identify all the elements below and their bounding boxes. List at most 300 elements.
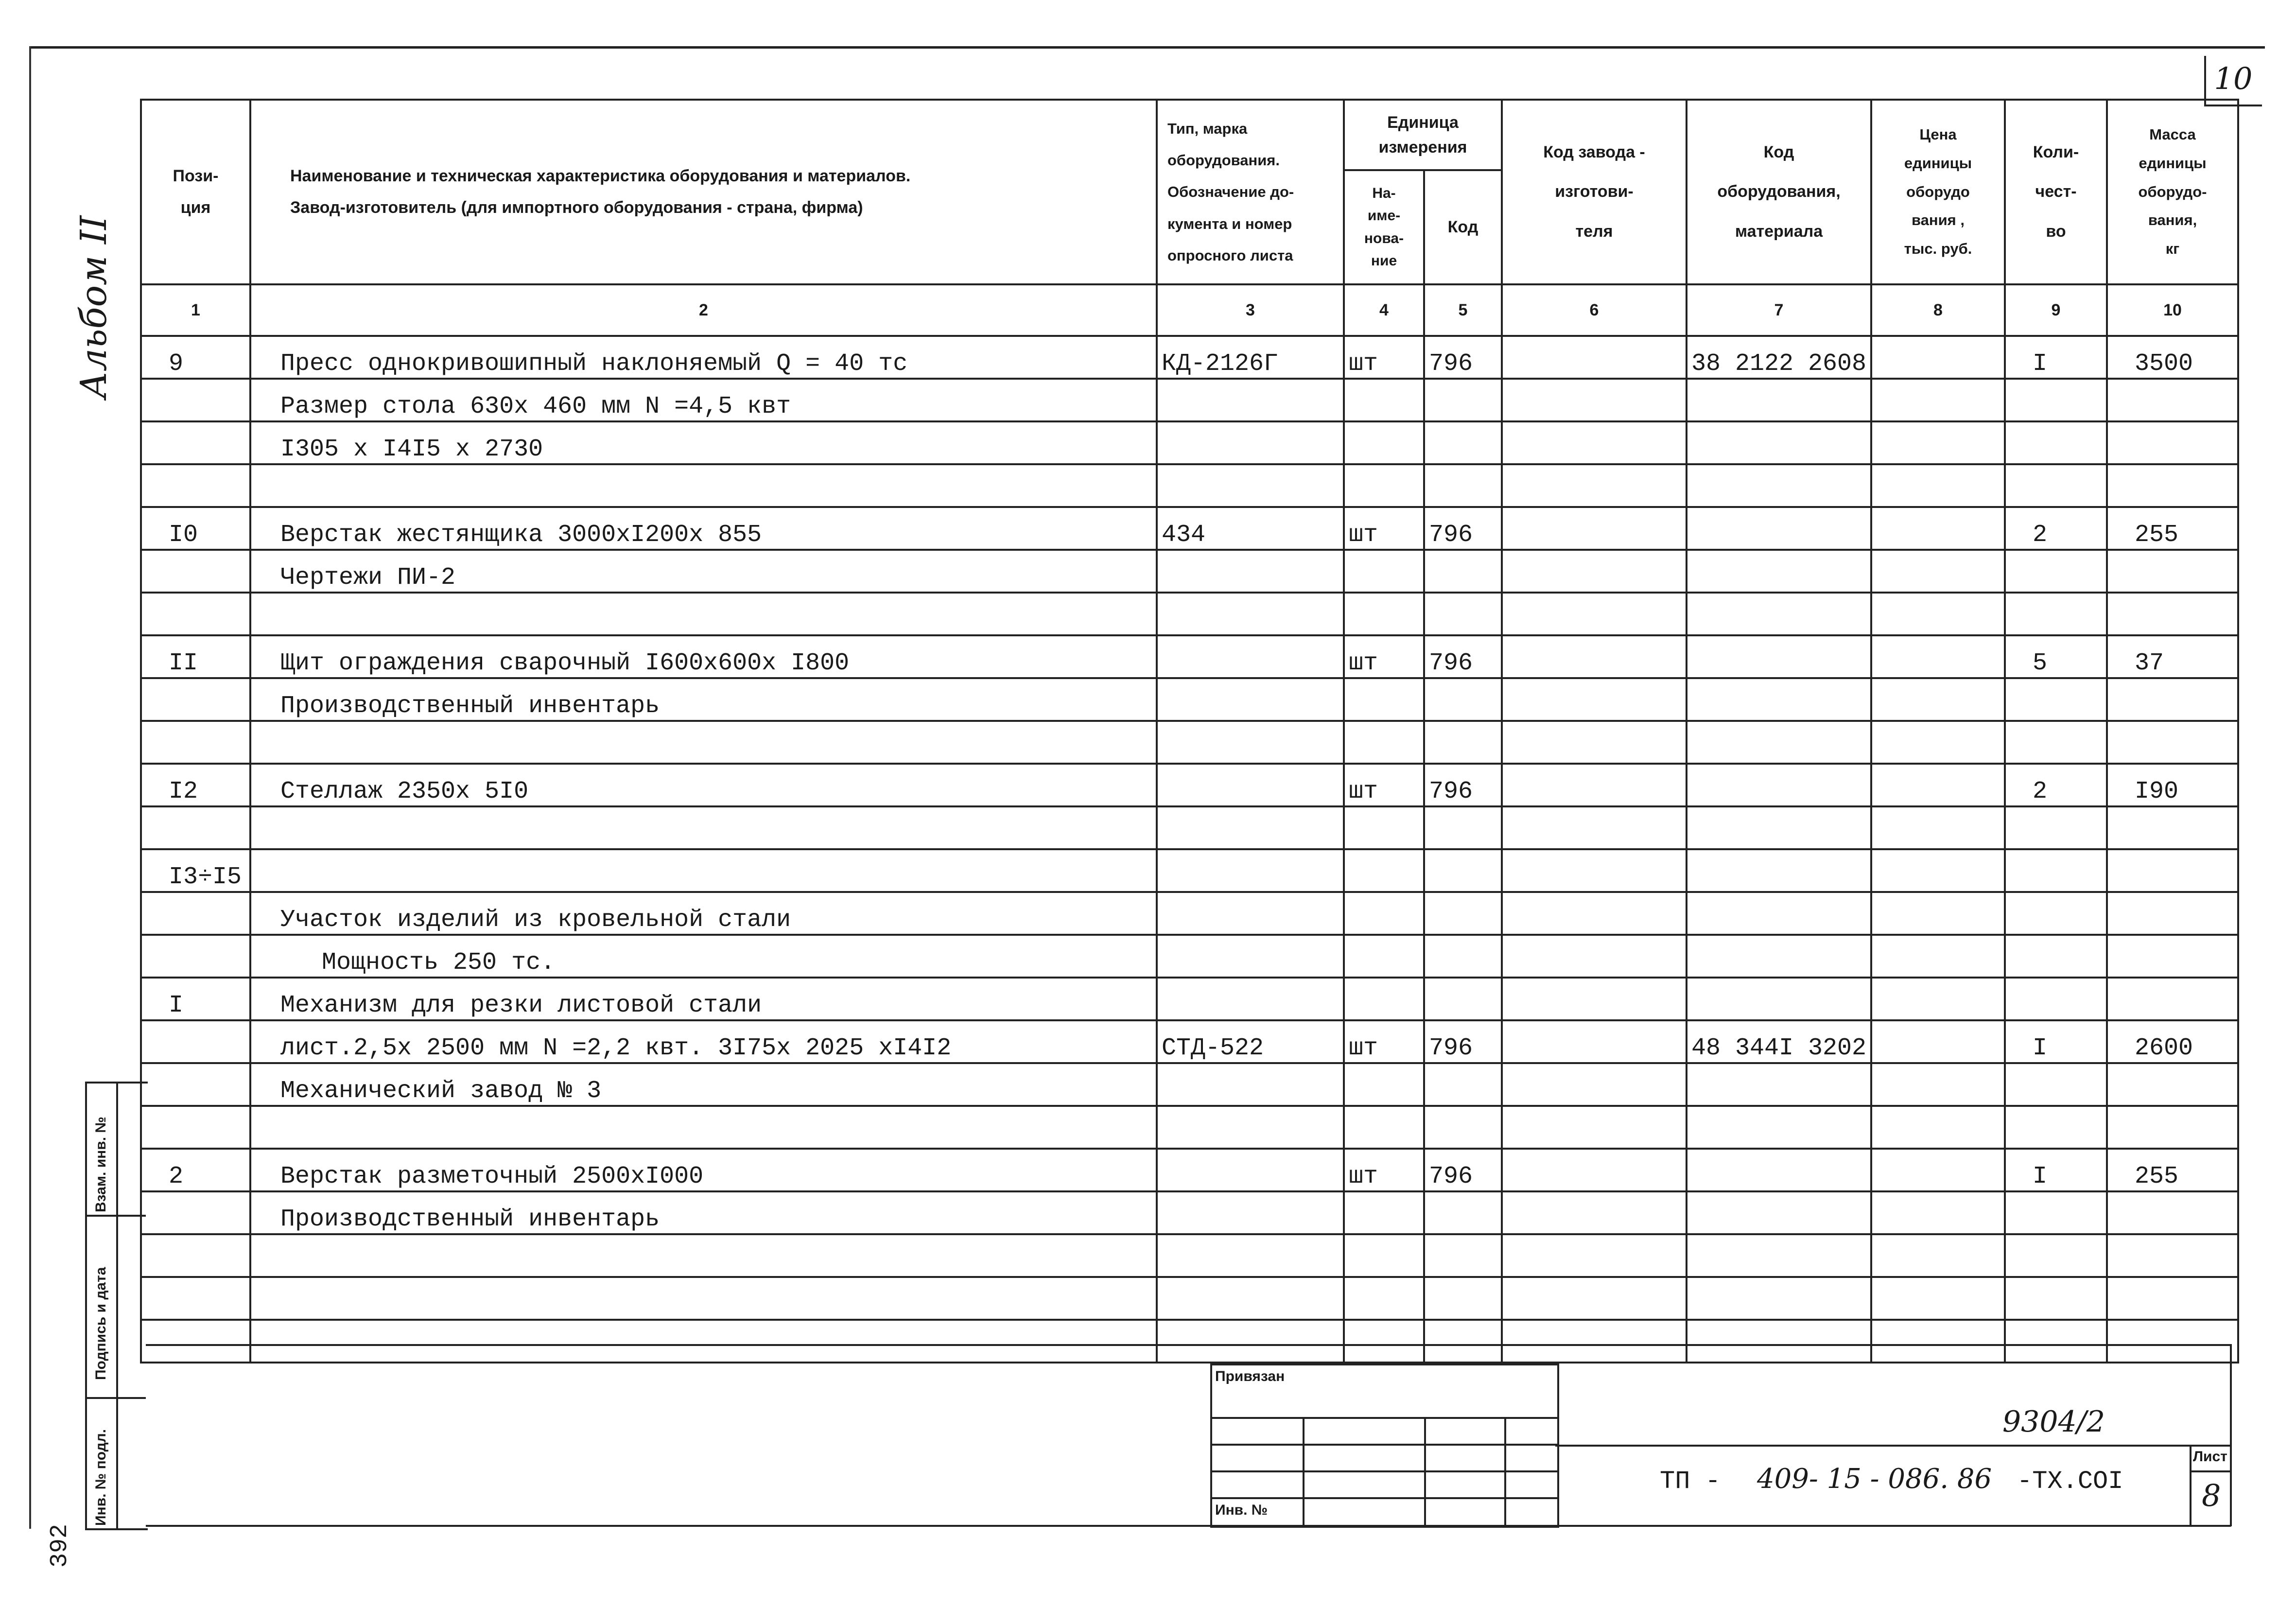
row-position xyxy=(141,1106,250,1149)
row-position: I xyxy=(141,978,250,1020)
row-unit xyxy=(1344,1106,1424,1149)
row-mass xyxy=(2107,892,2238,935)
row-mass: I90 xyxy=(2107,764,2238,806)
row-equipment-code xyxy=(1687,1149,1871,1191)
row-mass xyxy=(2107,1277,2238,1320)
table-row xyxy=(141,1106,2238,1149)
row-position xyxy=(141,678,250,721)
row-position xyxy=(141,1277,250,1320)
row-mass xyxy=(2107,1106,2238,1149)
row-quantity xyxy=(2005,1277,2107,1320)
row-price xyxy=(1871,678,2005,721)
row-quantity xyxy=(2005,421,2107,464)
frame-top-border xyxy=(29,46,2265,49)
row-unit xyxy=(1344,806,1424,849)
row-equipment-code xyxy=(1687,849,1871,892)
row-factory-code xyxy=(1502,421,1687,464)
row-equipment-code xyxy=(1687,935,1871,978)
row-unit xyxy=(1344,1234,1424,1277)
row-mass xyxy=(2107,379,2238,421)
frame-left-border xyxy=(29,46,31,1529)
row-equipment-code xyxy=(1687,593,1871,635)
row-unit: шт xyxy=(1344,1149,1424,1191)
header-equipment-code: Код оборудования, материала xyxy=(1687,100,1871,284)
row-name: Производственный инвентарь xyxy=(250,1191,1157,1234)
row-name xyxy=(250,806,1157,849)
row-equipment-code xyxy=(1687,550,1871,593)
row-name xyxy=(250,464,1157,507)
handwritten-project-number: 9304/2 xyxy=(2002,1405,2105,1439)
table-row xyxy=(141,464,2238,507)
row-position: I0 xyxy=(141,507,250,550)
row-unit xyxy=(1344,1063,1424,1106)
row-quantity xyxy=(2005,464,2107,507)
table-row xyxy=(141,550,2238,593)
row-equipment-code xyxy=(1687,764,1871,806)
row-price xyxy=(1871,379,2005,421)
col-index: 10 xyxy=(2107,284,2238,336)
row-equipment-code xyxy=(1687,1063,1871,1106)
col-index: 6 xyxy=(1502,284,1687,336)
equipment-spec-table xyxy=(140,99,2239,1363)
row-name: Механизм для резки листовой стали xyxy=(250,978,1157,1020)
row-type xyxy=(1157,421,1344,464)
row-position xyxy=(141,379,250,421)
row-mass xyxy=(2107,1063,2238,1106)
row-quantity xyxy=(2005,1234,2107,1277)
row-position xyxy=(141,721,250,764)
row-quantity xyxy=(2005,849,2107,892)
table-row xyxy=(141,764,2238,806)
row-unit-code xyxy=(1424,935,1502,978)
row-factory-code xyxy=(1502,507,1687,550)
row-quantity xyxy=(2005,721,2107,764)
table-row xyxy=(141,806,2238,849)
col-index: 8 xyxy=(1871,284,2005,336)
row-unit: шт xyxy=(1344,507,1424,550)
row-factory-code xyxy=(1502,892,1687,935)
row-type xyxy=(1157,550,1344,593)
row-price xyxy=(1871,1020,2005,1063)
header-quantity: Коли- чест- во xyxy=(2005,100,2107,284)
col-index: 3 xyxy=(1157,284,1344,336)
row-factory-code xyxy=(1502,978,1687,1020)
row-type: СТД-522 xyxy=(1157,1020,1344,1063)
row-price xyxy=(1871,1149,2005,1191)
row-name xyxy=(250,721,1157,764)
row-equipment-code xyxy=(1687,892,1871,935)
row-unit-code xyxy=(1424,721,1502,764)
row-position xyxy=(141,1191,250,1234)
row-mass xyxy=(2107,978,2238,1020)
corner-page-number: 10 xyxy=(2214,61,2253,96)
row-equipment-code: 48 344I 3202 xyxy=(1687,1020,1871,1063)
row-equipment-code: 38 2122 2608 xyxy=(1687,336,1871,379)
row-quantity xyxy=(2005,593,2107,635)
table-row xyxy=(141,1191,2238,1234)
side-stamp-strip xyxy=(85,1082,148,1530)
table-row xyxy=(141,1234,2238,1277)
row-unit-code: 796 xyxy=(1424,507,1502,550)
row-factory-code xyxy=(1502,849,1687,892)
row-mass xyxy=(2107,1234,2238,1277)
row-equipment-code xyxy=(1687,678,1871,721)
header-type: Тип, марка оборудования. Обозначение до- кумента и номер опросного листа xyxy=(1157,100,1344,284)
row-type xyxy=(1157,1277,1344,1320)
row-price xyxy=(1871,1277,2005,1320)
album-label: Альбом II xyxy=(73,215,115,399)
table-row xyxy=(141,1020,2238,1063)
row-unit-code xyxy=(1424,421,1502,464)
side-page-number: 392 xyxy=(46,1523,74,1568)
row-unit-code xyxy=(1424,978,1502,1020)
row-factory-code xyxy=(1502,1320,1687,1363)
side-divider xyxy=(87,1397,146,1399)
row-position: II xyxy=(141,635,250,678)
table-row xyxy=(141,935,2238,978)
row-unit-code xyxy=(1424,1320,1502,1363)
row-quantity: 5 xyxy=(2005,635,2107,678)
row-factory-code xyxy=(1502,678,1687,721)
row-unit-code xyxy=(1424,1277,1502,1320)
row-factory-code xyxy=(1502,1063,1687,1106)
row-unit xyxy=(1344,1320,1424,1363)
col-index: 1 xyxy=(141,284,250,336)
row-position: I2 xyxy=(141,764,250,806)
row-quantity: I xyxy=(2005,336,2107,379)
row-position xyxy=(141,806,250,849)
row-unit-code: 796 xyxy=(1424,1020,1502,1063)
table-row xyxy=(141,1320,2238,1363)
row-unit xyxy=(1344,1277,1424,1320)
row-mass: 255 xyxy=(2107,1149,2238,1191)
row-price xyxy=(1871,507,2005,550)
row-unit-code xyxy=(1424,678,1502,721)
row-factory-code xyxy=(1502,379,1687,421)
table-row xyxy=(141,892,2238,935)
row-unit: шт xyxy=(1344,1020,1424,1063)
table-row xyxy=(141,379,2238,421)
header-factory-code: Код завода - изготови- теля xyxy=(1502,100,1687,284)
row-price xyxy=(1871,721,2005,764)
row-unit xyxy=(1344,1191,1424,1234)
row-mass xyxy=(2107,464,2238,507)
col-index: 2 xyxy=(250,284,1157,336)
row-unit-code: 796 xyxy=(1424,1149,1502,1191)
row-name: Размер стола 630х 460 мм N =4,5 квт xyxy=(250,379,1157,421)
row-type xyxy=(1157,721,1344,764)
row-type: КД-2126Г xyxy=(1157,336,1344,379)
row-equipment-code xyxy=(1687,806,1871,849)
bottom-area-top-line xyxy=(146,1344,2231,1346)
row-unit-code xyxy=(1424,806,1502,849)
col-index: 9 xyxy=(2005,284,2107,336)
table-row xyxy=(141,849,2238,892)
row-unit xyxy=(1344,892,1424,935)
row-type xyxy=(1157,1063,1344,1106)
row-unit-code xyxy=(1424,1234,1502,1277)
row-equipment-code xyxy=(1687,1106,1871,1149)
row-name: I305 х I4I5 х 2730 xyxy=(250,421,1157,464)
row-unit xyxy=(1344,379,1424,421)
table-row xyxy=(141,1149,2238,1191)
row-unit-code: 796 xyxy=(1424,764,1502,806)
row-position: 2 xyxy=(141,1149,250,1191)
row-unit-code xyxy=(1424,892,1502,935)
row-quantity xyxy=(2005,678,2107,721)
row-mass: 3500 xyxy=(2107,336,2238,379)
row-quantity xyxy=(2005,379,2107,421)
stamp-inv-label: Инв. № xyxy=(1215,1502,1268,1518)
doc-code-prefix: ТП - xyxy=(1660,1467,1721,1496)
side-divider xyxy=(87,1215,146,1217)
row-unit-code xyxy=(1424,849,1502,892)
row-quantity xyxy=(2005,806,2107,849)
row-name xyxy=(250,593,1157,635)
row-type xyxy=(1157,593,1344,635)
row-price xyxy=(1871,892,2005,935)
bottom-area-right-line xyxy=(2230,1344,2232,1526)
row-name xyxy=(250,1106,1157,1149)
row-name: Чертежи ПИ-2 xyxy=(250,550,1157,593)
title-block-line xyxy=(1555,1445,2230,1447)
row-position xyxy=(141,935,250,978)
row-position: 9 xyxy=(141,336,250,379)
row-factory-code xyxy=(1502,1234,1687,1277)
row-equipment-code xyxy=(1687,1191,1871,1234)
row-factory-code xyxy=(1502,1020,1687,1063)
row-quantity: I xyxy=(2005,1149,2107,1191)
row-position xyxy=(141,1320,250,1363)
row-unit-code xyxy=(1424,593,1502,635)
row-type xyxy=(1157,678,1344,721)
row-equipment-code xyxy=(1687,379,1871,421)
list-box-hline xyxy=(2190,1470,2230,1472)
row-mass xyxy=(2107,935,2238,978)
header-position: Пози- ция xyxy=(141,100,250,284)
row-equipment-code xyxy=(1687,1277,1871,1320)
row-factory-code xyxy=(1502,1191,1687,1234)
row-quantity: I xyxy=(2005,1020,2107,1063)
row-name: Стеллаж 2350х 5I0 xyxy=(250,764,1157,806)
row-type xyxy=(1157,764,1344,806)
row-mass: 37 xyxy=(2107,635,2238,678)
row-unit-code: 796 xyxy=(1424,635,1502,678)
row-price xyxy=(1871,1191,2005,1234)
row-price xyxy=(1871,978,2005,1020)
row-price xyxy=(1871,935,2005,978)
row-mass: 255 xyxy=(2107,507,2238,550)
header-price: Цена единицы оборудо вания , тыс. руб. xyxy=(1871,100,2005,284)
row-position xyxy=(141,464,250,507)
row-unit: шт xyxy=(1344,635,1424,678)
stamp-vline xyxy=(1303,1417,1305,1525)
row-name: Пресс однокривошипный наклоняемый Q = 40 тс xyxy=(250,336,1157,379)
row-unit-code xyxy=(1424,550,1502,593)
row-quantity xyxy=(2005,935,2107,978)
row-type xyxy=(1157,1191,1344,1234)
side-label-podpis: Подпись и дата xyxy=(93,1267,109,1380)
row-quantity xyxy=(2005,1063,2107,1106)
row-unit-code xyxy=(1424,464,1502,507)
row-mass xyxy=(2107,550,2238,593)
row-factory-code xyxy=(1502,764,1687,806)
row-mass xyxy=(2107,806,2238,849)
row-unit xyxy=(1344,593,1424,635)
row-factory-code xyxy=(1502,593,1687,635)
row-type xyxy=(1157,849,1344,892)
row-mass xyxy=(2107,849,2238,892)
row-price xyxy=(1871,1106,2005,1149)
stamp-vline xyxy=(1504,1417,1506,1525)
row-mass xyxy=(2107,421,2238,464)
table-row xyxy=(141,336,2238,379)
row-quantity xyxy=(2005,550,2107,593)
row-name: Участок изделий из кровельной стали xyxy=(250,892,1157,935)
row-unit-code xyxy=(1424,379,1502,421)
doc-code-suffix: -ТХ.СОI xyxy=(2017,1467,2123,1496)
row-name xyxy=(250,1277,1157,1320)
table-row xyxy=(141,978,2238,1020)
row-quantity xyxy=(2005,1191,2107,1234)
doc-code-handwritten: 409- 15 - 086. 86 xyxy=(1757,1463,1992,1495)
row-position xyxy=(141,892,250,935)
row-factory-code xyxy=(1502,336,1687,379)
row-position xyxy=(141,1063,250,1106)
row-unit xyxy=(1344,678,1424,721)
header-unit-name: На- име- нова- ние xyxy=(1344,170,1424,284)
header-mass: Масса единицы оборудо- вания, кг xyxy=(2107,100,2238,284)
row-name: Механический завод № 3 xyxy=(250,1063,1157,1106)
row-price xyxy=(1871,635,2005,678)
row-name: Верстак разметочный 2500хI000 xyxy=(250,1149,1157,1191)
row-quantity xyxy=(2005,892,2107,935)
row-unit-code xyxy=(1424,1106,1502,1149)
row-equipment-code xyxy=(1687,721,1871,764)
row-position xyxy=(141,1020,250,1063)
row-name xyxy=(250,1320,1157,1363)
row-quantity xyxy=(2005,1320,2107,1363)
header-unit-code: Код xyxy=(1424,170,1502,284)
row-type xyxy=(1157,635,1344,678)
row-type xyxy=(1157,379,1344,421)
row-factory-code xyxy=(1502,806,1687,849)
row-equipment-code xyxy=(1687,464,1871,507)
row-type: 434 xyxy=(1157,507,1344,550)
table-row xyxy=(141,678,2238,721)
row-factory-code xyxy=(1502,464,1687,507)
column-index-row xyxy=(141,284,2238,336)
row-equipment-code xyxy=(1687,1320,1871,1363)
row-factory-code xyxy=(1502,721,1687,764)
row-price xyxy=(1871,464,2005,507)
side-label-inv-podl: Инв. № подл. xyxy=(93,1429,109,1526)
table-row xyxy=(141,421,2238,464)
table-row xyxy=(141,721,2238,764)
row-position xyxy=(141,593,250,635)
row-position xyxy=(141,421,250,464)
table-row xyxy=(141,593,2238,635)
row-name xyxy=(250,1234,1157,1277)
row-price xyxy=(1871,593,2005,635)
row-factory-code xyxy=(1502,1149,1687,1191)
row-price xyxy=(1871,421,2005,464)
row-quantity xyxy=(2005,1106,2107,1149)
row-equipment-code xyxy=(1687,978,1871,1020)
header-unit: Единица измерения xyxy=(1344,100,1502,170)
row-position xyxy=(141,1234,250,1277)
row-factory-code xyxy=(1502,1106,1687,1149)
row-unit xyxy=(1344,550,1424,593)
row-price xyxy=(1871,764,2005,806)
row-unit xyxy=(1344,421,1424,464)
row-unit-code xyxy=(1424,1063,1502,1106)
row-unit xyxy=(1344,464,1424,507)
row-quantity: 2 xyxy=(2005,507,2107,550)
row-unit xyxy=(1344,978,1424,1020)
list-number: 8 xyxy=(2202,1478,2221,1513)
bottom-area-bottom-line xyxy=(146,1525,2231,1527)
row-unit xyxy=(1344,849,1424,892)
row-type xyxy=(1157,1106,1344,1149)
list-label: Лист xyxy=(2193,1449,2227,1465)
table-row xyxy=(141,1277,2238,1320)
row-unit: шт xyxy=(1344,336,1424,379)
stamp-vline xyxy=(1424,1417,1426,1525)
row-unit xyxy=(1344,935,1424,978)
col-index: 5 xyxy=(1424,284,1502,336)
row-price xyxy=(1871,806,2005,849)
row-quantity xyxy=(2005,978,2107,1020)
row-unit-code xyxy=(1424,1191,1502,1234)
col-index: 7 xyxy=(1687,284,1871,336)
side-label-vzam: Взам. инв. № xyxy=(93,1117,109,1212)
row-quantity: 2 xyxy=(2005,764,2107,806)
row-price xyxy=(1871,849,2005,892)
row-name xyxy=(250,849,1157,892)
table-row xyxy=(141,1063,2238,1106)
table-row xyxy=(141,635,2238,678)
row-name: Производственный инвентарь xyxy=(250,678,1157,721)
row-type xyxy=(1157,1149,1344,1191)
row-mass xyxy=(2107,1191,2238,1234)
row-type xyxy=(1157,1320,1344,1363)
row-type xyxy=(1157,978,1344,1020)
row-name: Щит ограждения сварочный I600х600х I800 xyxy=(250,635,1157,678)
row-equipment-code xyxy=(1687,421,1871,464)
row-type xyxy=(1157,1234,1344,1277)
row-type xyxy=(1157,806,1344,849)
row-price xyxy=(1871,1063,2005,1106)
list-box-vline xyxy=(2190,1445,2192,1525)
row-position: I3÷I5 xyxy=(141,849,250,892)
row-name: лист.2,5х 2500 мм N =2,2 квт. 3I75х 2025 хI4I2 xyxy=(250,1020,1157,1063)
row-factory-code xyxy=(1502,635,1687,678)
row-factory-code xyxy=(1502,935,1687,978)
row-mass xyxy=(2107,721,2238,764)
col-index: 4 xyxy=(1344,284,1424,336)
row-type xyxy=(1157,935,1344,978)
row-price xyxy=(1871,550,2005,593)
row-equipment-code xyxy=(1687,507,1871,550)
row-type xyxy=(1157,892,1344,935)
row-price xyxy=(1871,336,2005,379)
header-name: Наименование и техническая характеристика оборудования и материалов. Завод-изготовитель (для импортного оборудования - страна, фирма) xyxy=(250,100,1157,284)
row-unit: шт xyxy=(1344,764,1424,806)
row-unit xyxy=(1344,721,1424,764)
row-mass xyxy=(2107,678,2238,721)
row-equipment-code xyxy=(1687,1234,1871,1277)
